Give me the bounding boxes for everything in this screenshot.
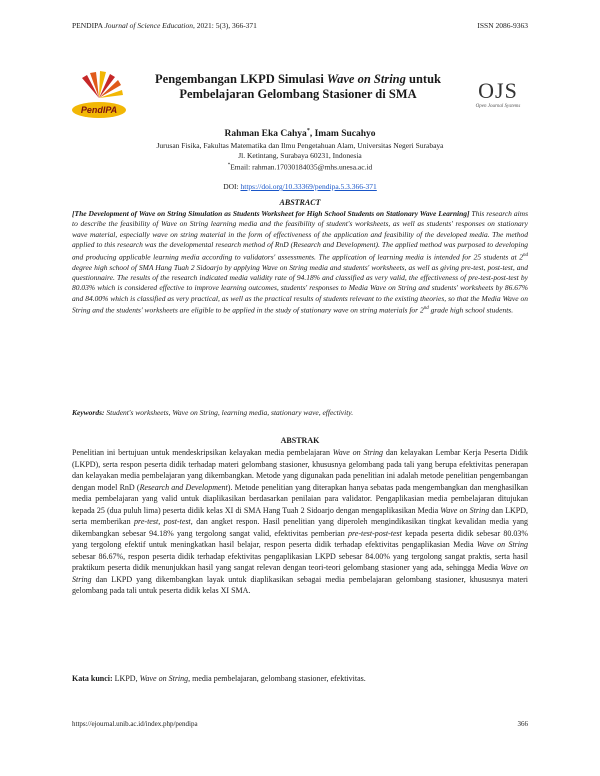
ojs-text: OJS [478, 78, 518, 103]
page-number: 366 [517, 720, 528, 728]
pendipa-logo [70, 68, 128, 126]
page-footer [72, 720, 528, 728]
superscript: nd [423, 306, 429, 312]
journal-prefix: PENDIPA [72, 21, 103, 30]
logo-rays-icon [82, 71, 123, 98]
doi-link[interactable]: https://doi.org/10.33369/pendipa.5.3.366-371 [240, 182, 377, 191]
abstrak-text: ). Metode penelitian yang diterapkan hanya sebatas pada mengembangkan dan menghasilkan media pembelajaran yang valid untuk diaplikasikan berdasarkan penilaian para validator. Pengaplikasian media pembelajaran ditujukan kepada 25 (dua puluh lima) peserta didik kelas XI di SMA Hang Tuah 2 Sidoarjo dengan mengaplikasikan Media [72, 482, 529, 515]
abstrak-text: dan kelayakan Lembar Kerja Peserta Didik (LKPD), serta respon peserta didik terhadap materi gelombang stasioner, khususnya gelombang pada tali yang berupa efektivitas penerapan dan kelayakan media pembelajaran yang dikembangkan. Metode yang digunakan pada penelitian ini adalah metode penelitian pengembangan dengan model RnD ( [72, 448, 528, 492]
title-italic: Wave on String [326, 72, 406, 86]
journal-url: https://ejournal.unib.ac.id/index.php/pendipa [72, 720, 198, 728]
abstrak-italic: Wave on String [332, 448, 384, 457]
abstrak-text: Penelitian ini bertujuan untuk mendeskripsikan kelayakan media pembelajaran [72, 448, 333, 457]
journal-citation [72, 21, 257, 30]
doi-label: DOI: [223, 182, 241, 191]
abstrak-heading: ABSTRAK [280, 436, 320, 445]
kata-kunci-text: LKPD, [112, 674, 140, 683]
keywords-text: Student's worksheets, Wave on String, learning media, stationary wave, effectivity. [104, 408, 354, 417]
abstract-body: degree high school of SMA Hang Tuah 2 Sidoarjo by applying Wave on String media and students' worksheets, as well as giving pre-test, post-test, and questionnaire. The results of the research indicated media validity rate of 94.18% and classified as very valid, the effectiveness of pre-test-post-test by 80.03% which is considered effective to improve learning outcomes, students' responses to Media Wave on String and students' worksheets by 86.67% and 84.00% which is classified as very practical, as well as the practical results of students relevant to the existing theories, so that the Media Wave on String and the students' worksheets are eligible to be applied in the study of stationary wave on string materials for 2 [72, 262, 528, 315]
abstract-id [72, 447, 528, 597]
title-line-2: Pembelajaran Gelombang Stasioner di SMA [179, 87, 417, 101]
email: Email: rahman.17030184035@mhs.unesa.ac.id [230, 162, 373, 172]
journal-name: Journal of Science Education [104, 21, 193, 30]
email-line [72, 161, 528, 173]
abstrak-text: dan LKPD, serta memberikan [72, 505, 529, 526]
issn: ISSN 2086-9363 [477, 21, 528, 30]
journal-volume: , 2021: 5(3), 366-371 [192, 21, 257, 30]
abstrak-italic: Wave on String [476, 540, 528, 549]
title-part: Pengembangan LKPD Simulasi [155, 72, 327, 86]
keywords-en [72, 408, 528, 417]
doi [72, 182, 528, 191]
authors [72, 128, 528, 139]
abstract-heading: ABSTRACT [279, 198, 321, 207]
author-1: Rahman Eka Cahya [224, 129, 307, 140]
abstract-title: [The Development of Wave on String Simulation as Students Worksheet for High School Students on Stationary Wave Learning] [72, 209, 470, 218]
keywords-id [72, 674, 528, 683]
kata-kunci-text: , media pembelajaran, gelombang stasioner, efektivitas. [188, 674, 366, 683]
kata-kunci-italic: Wave on String [139, 674, 189, 683]
kata-kunci-label: Kata kunci: [72, 674, 113, 683]
abstrak-italic: Research and Development [139, 482, 228, 492]
corresponding-mark: * [306, 128, 310, 134]
abstrak-italic: pre-test [134, 517, 159, 526]
abstrak-italic: Wave on String [440, 505, 490, 515]
ojs-logo [468, 78, 528, 109]
abstrak-text: dan LKPD yang dikembangkan layak untuk diaplikasikan sebagai media pembelajaran gelombang stasioner, khususnya materi gelombang pada tali untuk peserta didik kelas XI SMA. [72, 574, 528, 595]
abstract-en [72, 209, 528, 316]
abstrak-text: sebesar 86.67%, respon peserta didik terhadap efektivitas pengaplikasian LKPD sebesar 84.00% yang tergolong sangat praktis, serta hasil praktikum peserta didik menunjukkan hasil yang sangat relevan dengan teori-teori gelombang stasioner yang ada, sehingga Media [72, 551, 528, 572]
abstract-body: This research aims to describe the feasibility of Wave on String learning media and the feasibility of student's worksheets, as well as students' responses on stationary wave material, especially wave on string material in the form of effectiveness of the application and feasibility of the developed media. The method applied to this research was the developmental research method of RnD (Research and Development). The applied method was purposed to developing and producing applicable learning media according to validators' assessments. The application of learning media is intended for 25 students at 2 [72, 209, 529, 262]
abstrak-italic: post-test [163, 517, 191, 526]
title-part: untuk [405, 72, 441, 86]
abstrak-text: , [158, 517, 164, 526]
keywords-label: Keywords: [72, 408, 105, 417]
ojs-subtext: Open Journal Systems [475, 104, 521, 109]
abstrak-text: , dan angket respon. Hasil penelitian yang diperoleh mengindikasikan tingkat kevalidan media yang dikembangkan sebesar 94.18% yang tergolong sangat valid, efektivitas pemberian [72, 517, 528, 538]
abstrak-text: kepada peserta didik sebesar 80.03% yang tergolong efektif untuk meningkatkan hasil belajar, respon peserta didik terhadap efektivitas pengaplikasian Media [72, 528, 528, 549]
abstrak-italic: pre-test-post-test [347, 528, 402, 538]
affiliation-line: Jurusan Fisika, Fakultas Matematika dan Ilmu Pengetahuan Alam, Universitas Negeri Surabaya [156, 141, 444, 150]
paper-title [138, 72, 458, 102]
superscript: nd [523, 252, 528, 258]
author-2: , Imam Sucahyo [309, 129, 376, 140]
address-line: Jl. Ketintang, Surabaya 60231, Indonesia [238, 151, 362, 160]
logo-text: PendIPA [80, 105, 118, 115]
abstrak-italic: Wave on String [72, 563, 529, 584]
abstract-body: grade high school students. [428, 305, 514, 315]
email-mark: * [227, 163, 231, 168]
affiliation [72, 141, 528, 173]
